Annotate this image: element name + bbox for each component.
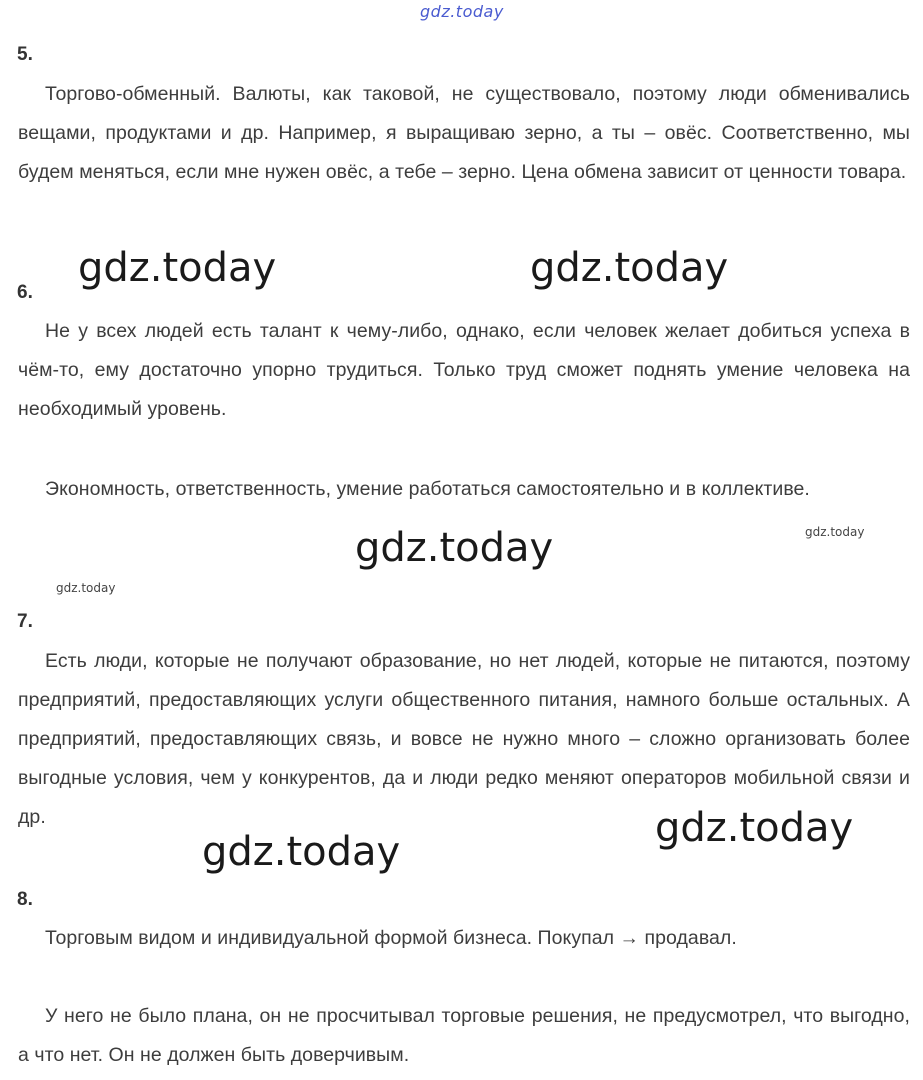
section-6-paragraph-2: Экономность, ответственность, умение работаться самостоятельно и в коллективе.: [45, 478, 810, 500]
watermark-left: gdz.today: [78, 245, 277, 291]
section-8-number: 8.: [17, 889, 33, 910]
section-7-paragraph-1: Есть люди, которые не получают образование, но нет людей, которые не питаются, поэтому предприятий, предоставляющих услуги общественного питания, намного больше остальных. А предприятий, предоставляющих связь, и вовсе не нужно много – сложно организовать более выгодные условия, чем у конкурентов, да и люди редко меняют операторов мобильной связи и др.: [18, 650, 910, 828]
section-5-paragraph-1: Торгово-обменный. Валюты, как таковой, не существовало, поэтому люди обменивались вещами, продуктами и др. Например, я выращиваю зерно, а ты – овёс. Соответственно, мы будем меняться, если мне нужен овёс, а тебе – зерно. Цена обмена зависит от ценности товара.: [18, 83, 910, 183]
section-7-number: 7.: [17, 611, 33, 632]
watermark-lower-left: gdz.today: [202, 829, 401, 875]
watermark-lower-right: gdz.today: [655, 805, 854, 851]
section-8-paragraph-2: У него не было плана, он не просчитывал торговые решения, не предусмотрел, что выгодно, а что нет. Он не должен быть доверчивым.: [18, 1005, 910, 1066]
section-5-number: 5.: [17, 44, 33, 65]
section-8-paragraph-1: Торговым видом и индивидуальной формой бизнеса. Покупал → продавал.: [45, 927, 737, 949]
watermark-right: gdz.today: [530, 245, 729, 291]
watermark-small-left: gdz.today: [56, 581, 116, 595]
watermark-top: gdz.today: [420, 2, 504, 21]
watermark-center: gdz.today: [355, 525, 554, 571]
section-6-paragraph-1: Не у всех людей есть талант к чему-либо, однако, если человек желает добиться успеха в чём-то, ему достаточно упорно трудиться. Только труд сможет поднять умение человека на необходимый уровень.: [18, 320, 910, 420]
section-6-number: 6.: [17, 282, 33, 303]
watermark-small-right: gdz.today: [805, 525, 865, 539]
